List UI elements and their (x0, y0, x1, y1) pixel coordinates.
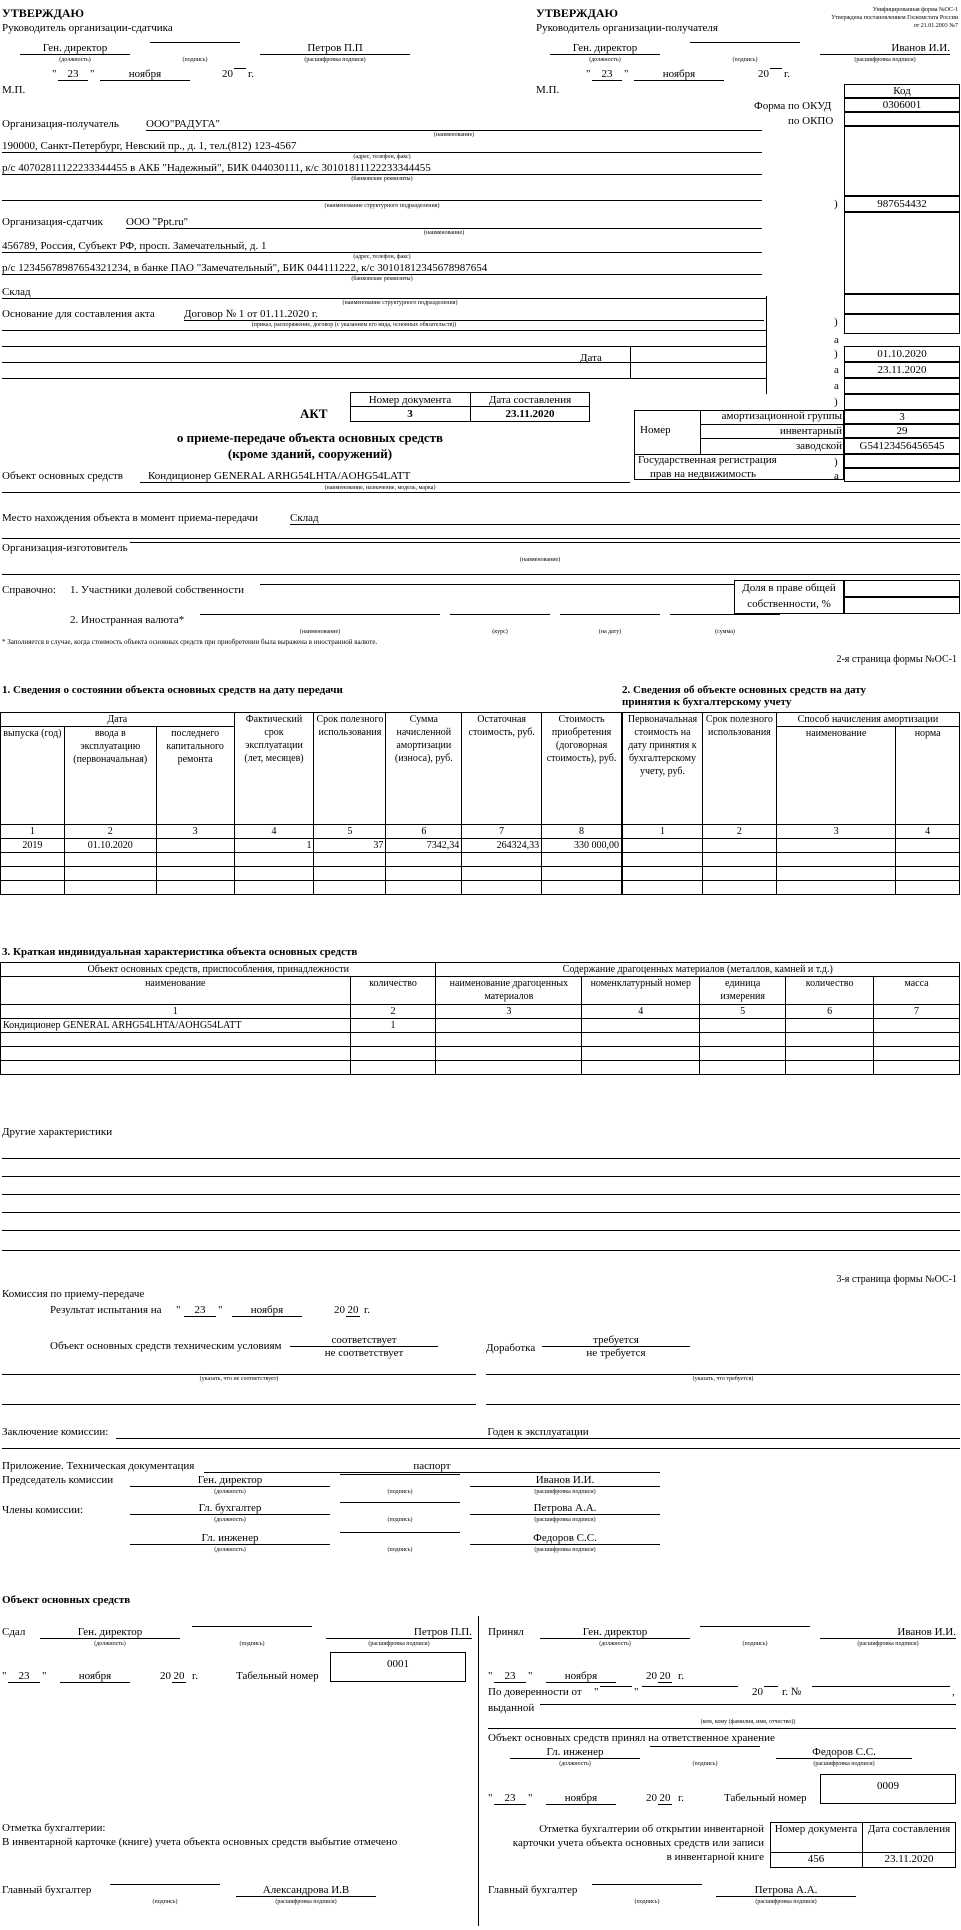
act-subtitle2: (кроме зданий, сооружений) (227, 446, 393, 461)
sender-address: 456789, Россия, Субъект РФ, просп. Замечательный, д. 1 (2, 240, 762, 253)
right-month: ноября (634, 68, 724, 81)
okud-value: 0306001 (844, 98, 960, 112)
location-label: Место нахождения объекта в момент приема-передачи (2, 512, 259, 524)
sec2-table: Первоначальная стоимость на дату принятия к бухгалтерскому учету, руб. Срок полезного использования Способ начисления амортизации наименование норма 1 2 3 4 (622, 712, 960, 895)
mp-left: М.П. (2, 84, 26, 96)
basis-value: Договор № 1 от 01.11.2020 г. (184, 308, 764, 321)
left-position: Ген. директор (20, 42, 130, 55)
tab-num-right: 0009 (820, 1774, 956, 1804)
act-subtitle1: о приеме-передаче объекта основных средств (176, 430, 444, 445)
head-receiver-label: Руководитель организации-получателя (536, 22, 718, 34)
conclusion-label: Заключение комиссии: (2, 1426, 109, 1438)
approve-left: УТВЕРЖДАЮ (2, 6, 85, 20)
os-title: Объект основных средств (2, 1594, 131, 1606)
doc-date: 23.11.2020 (505, 408, 555, 420)
factory-num: G54123456456545 (844, 438, 960, 454)
commission-label: Комиссия по приему-передаче (2, 1288, 145, 1300)
acc-doc-num: 456 (807, 1853, 825, 1865)
manufacturer-label: Организация-изготовитель (2, 542, 128, 554)
sec3-title: 3. Краткая индивидуальная характеристика объекта основных средств (2, 946, 358, 958)
amort-group: 3 (844, 410, 960, 424)
page2-label: 2-я страница формы №ОС-1 (836, 654, 957, 665)
sec3-table: Объект основных средств, приспособления, принадлежности Содержание драгоценных материалов (металлов, камней и т.д.) наименование количество наименование драгоценных материалов номенклатурный номер единица измерения количество масса 1 2 3 4 5 6 7 Кондиционер GENERAL ARHG54LHTA/AOHG54LATT 1 (0, 962, 960, 1075)
inventory-num: 29 (844, 424, 960, 438)
receiver-name: ООО"РАДУГА" (146, 118, 762, 131)
members-label: Члены комиссии: (2, 1504, 84, 1516)
okpo-receiver-extra (844, 126, 960, 196)
conforms[interactable]: соответствует (290, 1334, 438, 1347)
appendix: паспорт (204, 1460, 660, 1473)
footnote: * Заполняется в случае, когда стоимость объекта основных средств при приобретении была выражена в иностранной валюте. (2, 638, 378, 646)
left-month: ноября (100, 68, 190, 81)
conform-label: Объект основных средств техническим условиям (50, 1340, 282, 1352)
receiver-label: Организация-получатель (2, 118, 119, 130)
form-code: Унифицированная форма №ОС-1 Утверждена постановлением Госкомстата России от 21.01.2003 №7 (831, 7, 958, 29)
accepted-name: Иванов И.И. (820, 1626, 956, 1639)
location: Склад (290, 512, 960, 525)
basis-label: Основание для составления акта (2, 308, 155, 320)
chairman-label: Председатель комиссии (2, 1474, 114, 1486)
not-required[interactable]: не требуется (586, 1347, 646, 1359)
right-day: 23 (592, 68, 622, 81)
object-name: Кондиционер GENERAL ARHG54LHTA/AOHG54LATT (140, 470, 630, 483)
chief-acc-left: Александрова И.В (236, 1884, 376, 1897)
left-day: 23 (58, 68, 88, 81)
receiver-bank: р/с 40702811122233344455 в АКБ "Надежный", БИК 044030111, к/с 30101811122233344455 (2, 162, 762, 175)
cap-signature: (подпись) (182, 57, 208, 63)
sec1-title: 1. Сведения о состоянии объекта основных средств на дату передачи (2, 684, 343, 696)
act-title: АКТ (300, 406, 328, 421)
sec2-title: 2. Сведения об объекте основных средств на дату принятия к бухгалтерскому учету (622, 684, 867, 708)
approve-right: УТВЕРЖДАЮ (536, 6, 619, 20)
sec1-row: 2019 01.10.2020 1 37 7342,34 264324,33 330 000,00 (1, 839, 622, 853)
left-name: Петров П.П (260, 42, 410, 55)
rework-label: Доработка (486, 1342, 536, 1354)
right-position: Ген. директор (550, 42, 660, 55)
acc-doc-date: 23.11.2020 (884, 1853, 934, 1865)
sender-bank: р/с 12345678987654321234, в банке ПАО "Замечательный", БИК 044111222, к/с 30101812345678987654 (2, 262, 762, 275)
not-conforms[interactable]: не соответствует (324, 1347, 404, 1359)
okud-label: Форма по ОКУД (754, 100, 832, 112)
warehouse: Склад (2, 286, 31, 298)
ref-label: Справочно: (2, 584, 56, 596)
okpo-sender: 987654432 (844, 196, 960, 212)
handed-name: Петров П.П. (326, 1626, 472, 1639)
kod-header: Код (844, 84, 960, 98)
right-name: Иванов И.И. (820, 42, 950, 55)
codes-blank (844, 212, 960, 294)
cap-position: (должность) (59, 57, 91, 63)
date-2: 23.11.2020 (844, 362, 960, 378)
accepted-position: Ген. директор (540, 1626, 690, 1639)
okpo-label: по ОКПО (788, 115, 834, 127)
page3-label: 3-я страница формы №ОС-1 (836, 1274, 957, 1285)
tab-num-left: 0001 (330, 1652, 466, 1682)
right-signature[interactable] (690, 42, 800, 43)
cap-decoding: (расшифровка подписи) (304, 57, 366, 63)
chief-acc-right: Петрова А.А. (716, 1884, 856, 1897)
mp-right: М.П. (536, 84, 560, 96)
other-label: Другие характеристики (2, 1126, 113, 1138)
date-label: Дата (580, 352, 602, 364)
left-signature[interactable] (150, 42, 240, 43)
handed-position: Ген. директор (40, 1626, 180, 1639)
date-1: 01.10.2020 (844, 346, 960, 362)
sec1-table: Дата Фактический срок эксплуатации (лет, месяцев) Срок полезного использования Сумма начисленной амортизации (износа), руб. Остаточная стоимость, руб. Стоимость приобретения (договорная стоимость), руб. выпуска (год) ввода в эксплуатацию (первоначальная) последнего капитального ремонта 1 2 3 4 5 6 7 8 2019 01.10.2020 1 37 7342,34 264324,33 330 000,00 (0, 712, 622, 895)
doc-num: 3 (407, 408, 413, 420)
conclusion: Годен к эксплуатации (116, 1426, 960, 1439)
receiver-address: 190000, Санкт-Петербург, Невский пр., д. 1, тел.(812) 123-4567 (2, 140, 762, 153)
required[interactable]: требуется (542, 1334, 690, 1347)
sender-label: Организация-сдатчик (2, 216, 103, 228)
object-label: Объект основных средств (2, 470, 123, 482)
head-sender-label: Руководитель организации-сдатчика (2, 22, 173, 34)
okpo-receiver (844, 112, 960, 126)
appendix-label: Приложение. Техническая документация (2, 1460, 195, 1472)
sec3-row: Кондиционер GENERAL ARHG54LHTA/AOHG54LATT 1 (1, 1019, 960, 1033)
sender-name: ООО "Ppt.ru" (126, 216, 762, 229)
